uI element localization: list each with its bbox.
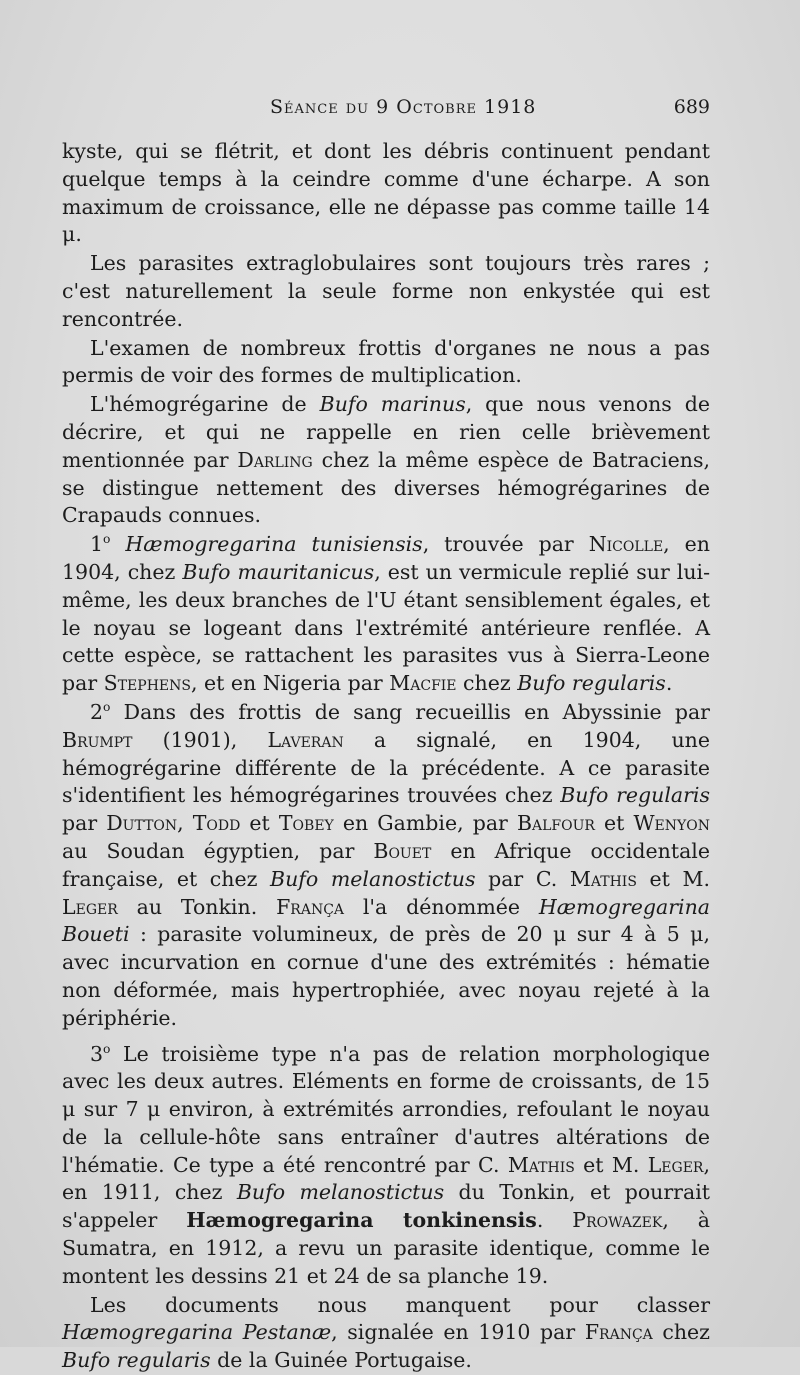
author-name: Nicolle <box>588 532 664 557</box>
text-run: , signalée en 1910 par <box>331 1320 585 1345</box>
species-name: Bufo regularis <box>560 783 711 808</box>
author-name: Laveran <box>267 727 344 752</box>
text-run: du Tonkin, et pourrait s'appeler <box>62 1180 710 1233</box>
text-run: chez la même espèce de Batraciens, se distingue nettement des diverses hémogrégarines de Crapauds connues. <box>62 447 710 528</box>
text-run: au Soudan égyptien, par <box>62 838 374 863</box>
author-name: Balfour <box>516 811 595 836</box>
ordinal-marker: o <box>103 1041 111 1056</box>
author-name: Prowazek <box>572 1208 663 1233</box>
paragraph-type-3 <box>62 1041 710 1291</box>
text-run: L'hémogrégarine de <box>90 392 320 417</box>
author-name: Bouet <box>373 838 432 863</box>
list-number: 3 <box>90 1041 104 1066</box>
author-name: França <box>584 1320 653 1345</box>
text-run: chez <box>652 1320 710 1345</box>
running-head <box>60 96 710 126</box>
species-name: Hæmogregarina Pestanæ <box>62 1320 332 1345</box>
paragraph-multiplication <box>62 335 710 391</box>
text-run: , à Sumatra, en 1912, a revu un parasite identique, comme le montent les dessins 21 et 24 de sa planche 19. <box>62 1208 710 1288</box>
text-run: en Afrique occidentale française, et chez <box>62 838 710 891</box>
text-run: L'examen de nombreux frottis d'organes ne nous a pas permis de voir des formes de multiplication. <box>62 335 710 388</box>
text-run: , en 1911, chez <box>62 1152 710 1205</box>
author-name: Mathis <box>507 1152 575 1177</box>
text-run: et M. <box>636 866 710 891</box>
text-run: (1901), <box>132 727 268 752</box>
text-run: chez <box>456 671 518 696</box>
text-run: kyste, qui se flétrit, et dont les débris continuent pendant quelque temps à la ceindre comme d'une écharpe. A son maximum de croissance, elle ne dépasse pas comme taille 14 μ. <box>62 139 710 247</box>
text-run: et <box>240 811 279 836</box>
author-name: Wenyon <box>633 811 710 836</box>
new-species-name: Hæmogregarina tonkinensis <box>186 1208 537 1233</box>
species-name: Bufo melanostictus <box>236 1180 445 1205</box>
author-name: Dutton <box>106 811 178 836</box>
ordinal-marker: o <box>103 532 111 547</box>
paragraph-bufo-marinus <box>62 391 710 530</box>
list-number: 1 <box>90 532 104 557</box>
author-name: Brumpt <box>62 727 133 752</box>
text-run: par <box>62 811 107 836</box>
text-run: , est un vermicule replié sur lui-même, les deux branches de l'U étant sensiblement égales, et le noyau se logeant dans l'extrémité antérieure renflée. A cette espèce, se rattachent les parasites vus à Sierra-Leone par <box>62 559 711 696</box>
text-run: . <box>665 671 673 696</box>
author-name: Macfie <box>389 671 457 696</box>
text-run: : parasite volumineux, de près de 20 μ sur 4 à 5 μ, avec incurvation en cornue d'une des extrémités : hématie non déformée, mais hypertrophiée, avec noyau rejeté à la périphérie. <box>62 922 710 1030</box>
text-run: Dans des frottis de sang recueillis en Abyssinie par <box>110 699 710 724</box>
species-name: Hæmogregarina tunisiensis <box>125 532 423 557</box>
text-run: , et en Nigeria par <box>190 671 390 696</box>
paragraph-type-1 <box>62 531 710 698</box>
species-name: Bufo mauritanicus <box>182 559 375 584</box>
text-run: , trouvée par <box>422 532 589 557</box>
ordinal-marker: o <box>103 700 111 715</box>
species-name: Bufo regularis <box>62 1348 211 1373</box>
author-name: Leger <box>647 1152 704 1177</box>
text-run: et M. <box>574 1152 648 1177</box>
list-number: 2 <box>90 699 104 724</box>
text-run: par C. <box>475 866 570 891</box>
running-title: Séance du 9 Octobre 1918 <box>270 96 537 118</box>
species-name: Bufo marinus <box>319 392 466 417</box>
body-text <box>62 138 710 1375</box>
text-run: et <box>594 811 634 836</box>
text-run: en Gambie, par <box>333 811 517 836</box>
species-name: Bufo regularis <box>517 671 666 696</box>
text-run: Les parasites extraglobulaires sont toujours très rares ; c'est naturellement la seule forme non enkystée qui est rencontrée. <box>62 251 710 331</box>
species-name: Hæmogregarina Boueti <box>62 894 710 947</box>
paragraph-cyst-continuation <box>62 138 710 249</box>
species-name: Bufo melanostictus <box>270 866 476 891</box>
author-name: Mathis <box>569 866 637 891</box>
text-run: Les documents nous manquent pour classer <box>90 1292 710 1317</box>
paragraph-extraglobular-parasites <box>62 250 710 333</box>
text-run: de la Guinée Portugaise. <box>210 1348 472 1373</box>
author-name: França <box>276 894 345 919</box>
paragraph-pestanae <box>62 1292 710 1375</box>
author-name: Todd <box>192 811 241 836</box>
text-run: . <box>536 1208 573 1233</box>
author-name: Darling <box>237 447 313 472</box>
author-name: Tobey <box>278 811 334 836</box>
text-run: , que nous venons de décrire, et qui ne rappelle en rien celle brièvement mentionnée par <box>62 392 711 472</box>
author-name: Stephens <box>103 671 191 696</box>
text-run: a signalé, en 1904, une hémogrégarine différente de la précédente. A ce parasite s'identifient les hémogrégarines trouvées chez <box>62 727 710 808</box>
text-run: , en 1904, chez <box>62 532 710 584</box>
page-number: 689 <box>673 96 710 118</box>
text-run: , <box>177 811 193 836</box>
author-name: Leger <box>62 894 118 919</box>
text-run: l'a dénommée <box>344 894 539 919</box>
text-run: au Tonkin. <box>117 894 277 919</box>
text-run: Le troisième type n'a pas de relation morphologique avec les deux autres. Eléments en forme de croissants, de 15 μ sur 7 μ environ, à extrémités arrondies, refoulant le noyau de la cellule-hôte sans entraîner d'autres altérations de l'hématie. Ce type a été rencontré par C. <box>62 1041 710 1177</box>
paragraph-type-2 <box>62 699 710 1033</box>
